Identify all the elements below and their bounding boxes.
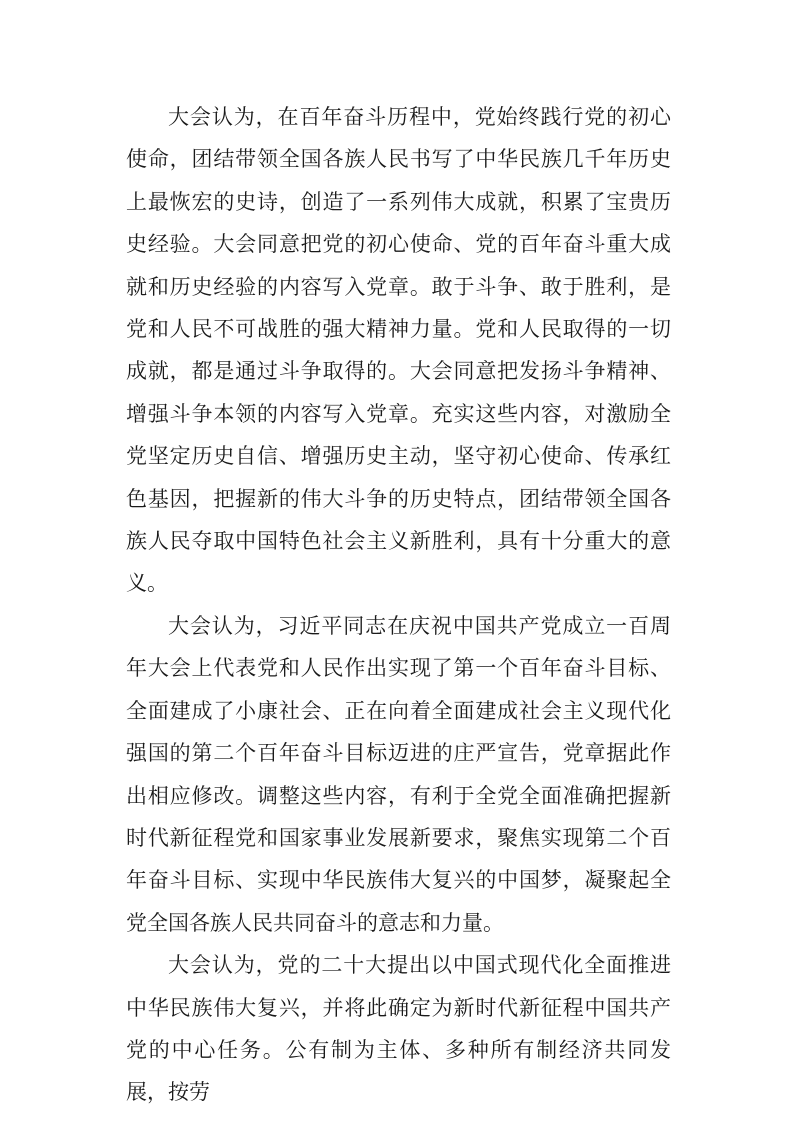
paragraph-1: 大会认为，在百年奋斗历程中，党始终践行党的初心使命，团结带领全国各族人民书写了中华民族几千年历史上最恢宏的史诗，创造了一系列伟大成就，积累了宝贵历史经验。大会同意把党的初心使命、党的百年奋斗重大成就和历史经验的内容写入党章。敢于斗争、敢于胜利，是党和人民不可战胜的强大精神力量。党和人民取得的一切成就，都是通过斗争取得的。大会同意把发扬斗争精神、增强斗争本领的内容写入党章。充实这些内容，对激励全党坚定历史自信、增强历史主动，坚守初心使命、传承红色基因，把握新的伟大斗争的历史特点，团结带领全国各族人民夺取中国特色社会主义新胜利，具有十分重大的意义。	[126, 105, 671, 596]
paragraph-3: 大会认为，党的二十大提出以中国式现代化全面推进中华民族伟大复兴，并将此确定为新时代新征程中国共产党的中心任务。公有制为主体、多种所有制经济共同发展，按劳	[126, 953, 671, 1105]
document-body	[126, 96, 671, 1114]
paragraph-2: 大会认为，习近平同志在庆祝中国共产党成立一百周年大会上代表党和人民作出实现了第一个百年奋斗目标、全面建成了小康社会、正在向着全面建成社会主义现代化强国的第二个百年奋斗目标迈进的庄严宣告，党章据此作出相应修改。调整这些内容，有利于全党全面准确把握新时代新征程党和国家事业发展新要求，聚焦实现第二个百年奋斗目标、实现中华民族伟大复兴的中国梦，凝聚起全党全国各族人民共同奋斗的意志和力量。	[126, 613, 671, 935]
